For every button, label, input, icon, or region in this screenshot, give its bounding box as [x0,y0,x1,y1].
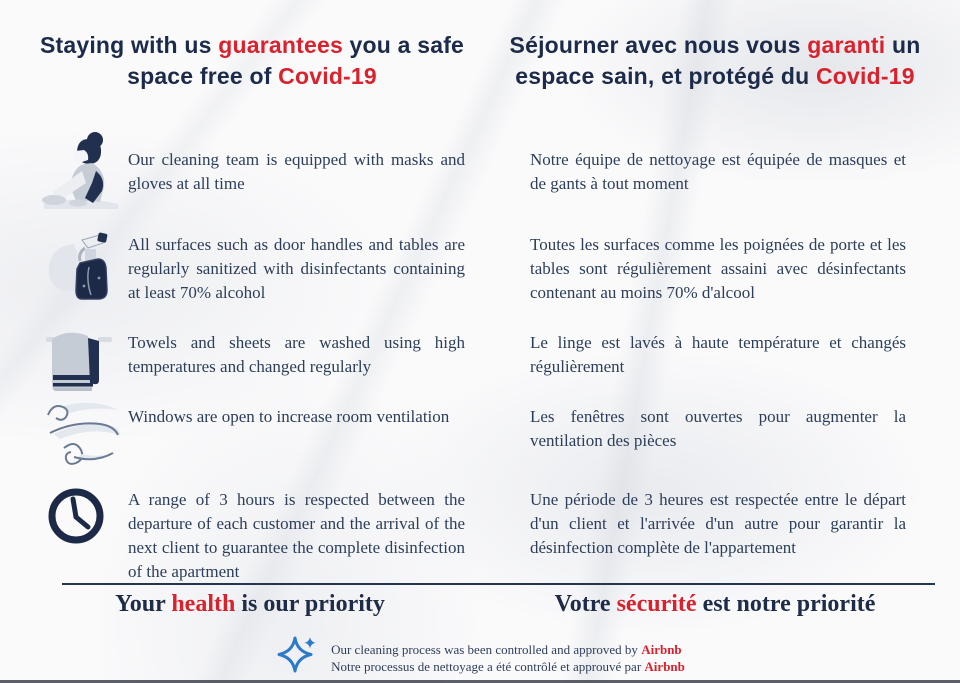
footer-line-french: Notre processus de nettoyage a été contrôlé et approuvé par Airbnb [331,658,685,674]
sparkle-icon [275,634,319,681]
title-french: Séjourner avec nous vous garanti un espace sain, et protégé du Covid-19 [509,32,921,89]
clock-icon [46,486,106,551]
row-time-range-text-fr: Une période de 3 heures est respectée entre le départ d'un client et l'arrivée d'un autre pour garantir la désinfection complète de l'appartement [530,490,906,557]
row-ventilation-text-fr: Les fenêtres sont ouvertes pour augmenter la ventilation des pièces [530,407,906,450]
spray-bottle-icon [40,228,120,315]
row-time-range-text-en: A range of 3 hours is respected between the departure of each customer and the arrival of the next client to guarantee the complete disinfection of the apartment [128,490,465,581]
wind-icon [40,398,122,479]
row-ventilation-text-en: Windows are open to increase room ventilation [128,407,450,426]
row-towels-text-fr: Le linge est lavés à haute température et changés régulièrement [530,333,906,376]
row-surfaces-text-fr: Toutes les surfaces comme les poignées de porte et les tables sont régulièrement assaini avec désinfectants contenant au moins 70% d'alcool [530,235,906,302]
row-cleaning-team-text-fr: Notre équipe de nettoyage est équipée de masques et de gants à tout moment [530,150,906,193]
footer [0,634,960,681]
divider-line [62,583,935,585]
row-towels-text-en: Towels and sheets are washed using high temperatures and changed regularly [128,333,465,376]
cleaner-icon [40,130,120,217]
row-surfaces-text-en: All surfaces such as door handles and tables are regularly sanitized with disinfectants containing at least 70% alcohol [128,235,465,302]
footer-text [331,641,685,675]
slogan-english: Your health is our priority [115,591,385,617]
row-cleaning-team-text-en: Our cleaning team is equipped with masks and gloves at all time [128,150,465,193]
footer-line-english: Our cleaning process was been controlled and approved by Airbnb [331,641,682,657]
slogan-french: Votre sécurité est notre priorité [554,591,876,617]
title-english: Staying with us guarantees you a safe space free of Covid-19 [39,32,465,89]
